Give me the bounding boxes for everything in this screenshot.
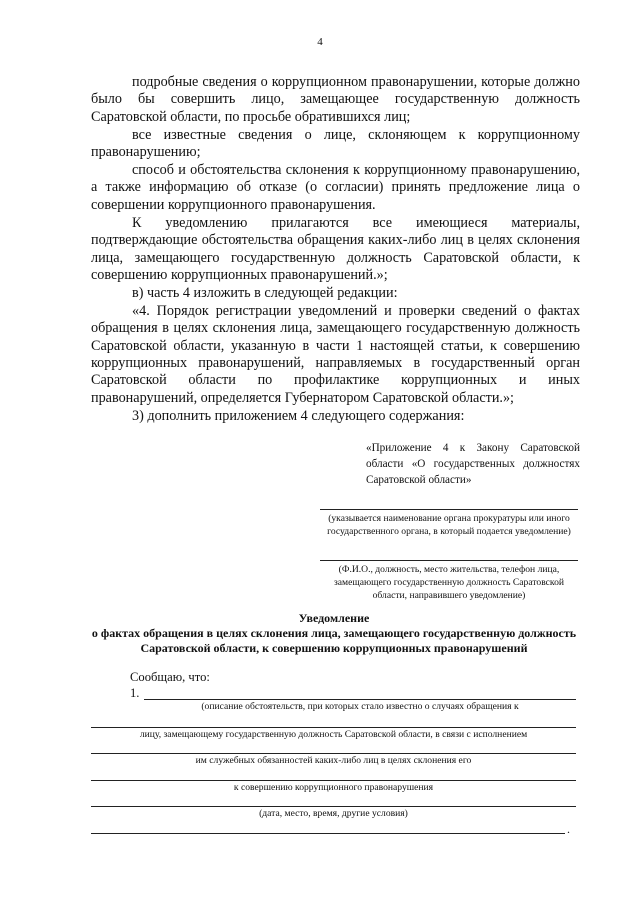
- appendix-note: «Приложение 4 к Закону Саратовской области «О государственных должностях Саратовской области»: [366, 442, 580, 486]
- addressee-person-block: [318, 560, 580, 603]
- report-caption-3: им служебных обязанностей каких-либо лиц в целях склонения его: [195, 755, 472, 766]
- report-line-4: [91, 780, 576, 781]
- addressee-organ-caption: (указывается наименование органа прокуратуры или иного государственного органа, в который подается уведомление): [327, 513, 571, 538]
- paragraph-part-4-amendment: в) часть 4 изложить в следующей редакции:: [132, 284, 398, 301]
- addressee-person-line: [320, 560, 578, 561]
- paragraph-corruption-details: подробные сведения о коррупционном правонарушении, которые должно было бы совершить лицо, замещающее государственную должность Саратовской области, по просьбе обратившихся лиц;: [91, 74, 580, 125]
- page-number: 4: [317, 36, 323, 48]
- report-caption-5: (дата, место, время, другие условия): [259, 808, 408, 819]
- report-caption-2: лицу, замещающему государственную должность Саратовской области, в связи с исполнением: [139, 729, 528, 740]
- notice-title: Уведомление: [298, 611, 370, 625]
- report-line-6: [91, 833, 565, 834]
- notice-heading: [60, 611, 608, 656]
- paragraph-inducer-info: все известные сведения о лице, склоняющем к коррупционному правонарушению;: [91, 126, 580, 161]
- document-body: [91, 74, 580, 426]
- report-item-number: 1.: [130, 686, 140, 700]
- report-caption-1: (описание обстоятельств, при которых стало известно о случаях обращения к: [201, 701, 519, 712]
- report-intro: Сообщаю, что:: [130, 670, 210, 684]
- addressee-organ-line: [320, 509, 578, 510]
- paragraph-method-circumstances: способ и обстоятельства склонения к коррупционному правонарушению, а также информацию об отказе (о согласии) принять предложение лица о совершении коррупционного правонарушения.: [91, 162, 580, 213]
- report-line-2: [91, 727, 576, 728]
- report-final-mark: .: [567, 822, 570, 836]
- paragraph-appendix-addition: 3) дополнить приложением 4 следующего содержания:: [132, 407, 465, 424]
- addressee-organ-block: [318, 509, 580, 538]
- addressee-person-caption: (Ф.И.О., должность, место жительства, телефон лица, замещающего государственную должность Саратовской области, направившего уведомление): [333, 564, 565, 602]
- paragraph-part-4-text: «4. Порядок регистрации уведомлений и проверки сведений о фактах обращения в целях склонения лица, замещающего государственную должность Саратовской области, указанную в части 1 настоящей статьи, к совершению коррупционных правонарушений, направляемых в государственный орган Саратовской области по профилактике коррупционных и иных правонарушений, определяется Губернатором Саратовской области.»;: [91, 302, 580, 406]
- report-line-1: [144, 699, 576, 700]
- paragraph-attachments: К уведомлению прилагаются все имеющиеся материалы, подтверждающие обстоятельства обращения каких-либо лиц в целях склонения лица, замещающего государственную должность Саратовской области, к совершению коррупционных правонарушений.»;: [91, 214, 580, 283]
- report-line-5: [91, 806, 576, 807]
- notice-subtitle: о фактах обращения в целях склонения лица, замещающего государственную должность Саратовской области, к совершению коррупционных правонарушений: [91, 626, 577, 655]
- report-caption-4: к совершению коррупционного правонарушения: [233, 782, 434, 793]
- report-line-3: [91, 753, 576, 754]
